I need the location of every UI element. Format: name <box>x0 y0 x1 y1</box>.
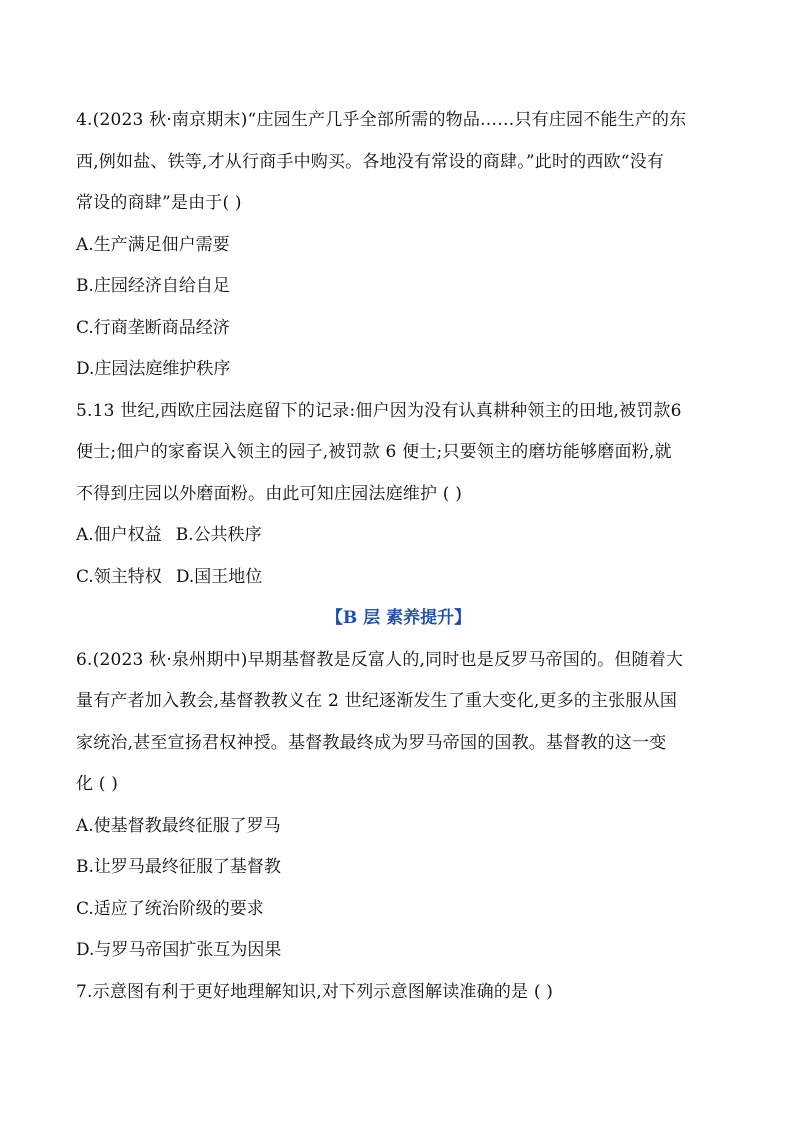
question-text-line: 常设的商肆”是由于( ) <box>76 193 242 213</box>
option-c: C.适应了统治阶级的要求 <box>76 898 264 919</box>
option-row <box>76 557 721 599</box>
question-7 <box>76 972 721 1014</box>
question-text-line: 家统治,甚至宣扬君权神授。基督教最终成为罗马帝国的国教。基督教的这一变 <box>76 732 667 753</box>
question-5 <box>76 391 721 599</box>
option-a: A.佃户权益 <box>76 525 162 545</box>
option-c: C.行商垄断商品经济 <box>76 317 230 338</box>
option-d: D.国王地位 <box>175 566 263 587</box>
option-d: D.庄园法庭维护秩序 <box>76 359 231 379</box>
section-heading: 【B 层 素养提升】 <box>325 608 472 628</box>
question-text-line: 5.13 世纪,西欧庄园法庭留下的记录:佃户因为没有认真耕种领主的田地,被罚款6 <box>76 400 682 421</box>
question-text-line: 4.(2023 秋·南京期末)“庄园生产几乎全部所需的物品……只有庄园不能生产的东 <box>76 110 687 130</box>
option-row <box>76 515 721 557</box>
option-b: B.公共秩序 <box>175 525 262 545</box>
question-text-line: 6.(2023 秋·泉州期中)早期基督教是反富人的,同时也是反罗马帝国的。但随着大 <box>76 649 684 670</box>
question-text-line: 便士;佃户的家畜误入领主的园子,被罚款 6 便士;只要领主的磨坊能够磨面粉,就 <box>76 442 672 462</box>
option-a: A.使基督教最终征服了罗马 <box>76 815 281 836</box>
question-text-line: 西,例如盐、铁等,才从行商手中购买。各地没有常设的商肆。”此时的西欧“没有 <box>76 151 665 172</box>
option-b: B.让罗马最终征服了基督教 <box>76 857 281 877</box>
document-page <box>76 100 721 1013</box>
option-d: D.与罗马帝国扩张互为因果 <box>76 940 282 960</box>
question-text-line: 不得到庄园以外磨面粉。由此可知庄园法庭维护 ( ) <box>76 483 463 504</box>
question-text-line: 化 ( ) <box>76 774 119 794</box>
question-text-line: 7.示意图有利于更好地理解知识,对下列示意图解读准确的是 ( ) <box>76 981 554 1002</box>
option-a: A.生产满足佃户需要 <box>76 234 230 255</box>
question-4 <box>76 100 721 391</box>
question-6 <box>76 640 721 972</box>
option-c: C.领主特权 <box>76 566 162 587</box>
option-b: B.庄园经济自给自足 <box>76 276 230 296</box>
question-text-line: 量有产者加入教会,基督教教义在 2 世纪逐渐发生了重大变化,更多的主张服从国 <box>76 691 678 711</box>
